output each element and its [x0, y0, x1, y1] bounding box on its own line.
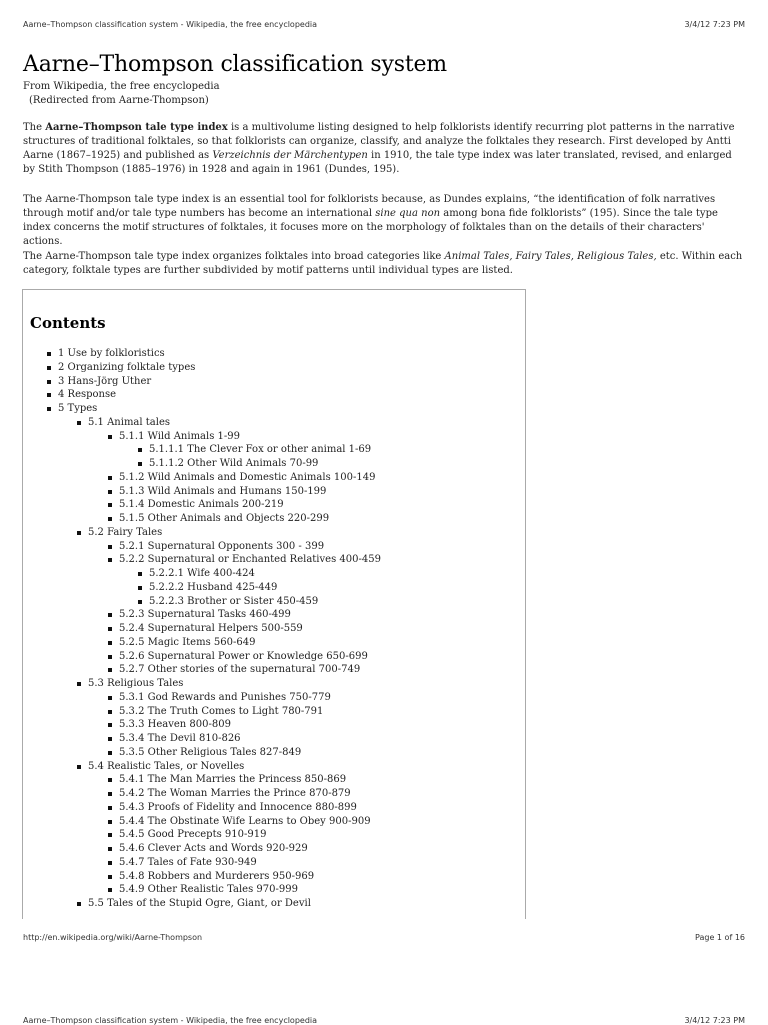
- italic-term: sine qua non: [375, 208, 441, 219]
- bullet-icon: [108, 558, 112, 562]
- toc-item-label: 5.3.3 Heaven 800-809: [119, 719, 231, 731]
- bullet-icon: [108, 668, 112, 672]
- print-footer: [23, 933, 745, 942]
- bullet-icon: [47, 352, 51, 356]
- redirect-note: (Redirected from Aarne-Thompson): [29, 95, 209, 106]
- toc-item-label: 5.1.1.1 The Clever Fox or other animal 1-69: [149, 444, 372, 456]
- bullet-icon: [108, 613, 112, 617]
- toc-item-label: 4 Response: [58, 389, 117, 401]
- bullet-icon: [108, 517, 112, 521]
- toc-item-label: 5.4.1 The Man Marries the Princess 850-869: [119, 774, 347, 786]
- bullet-icon: [108, 888, 112, 892]
- toc-item-label: 5.3 Religious Tales: [88, 678, 184, 689]
- toc-item-label: 5.4 Realistic Tales, or Novelles: [88, 760, 245, 772]
- toc-item-label: 5.2.3 Supernatural Tasks 460-499: [119, 609, 291, 621]
- bullet-icon: [47, 380, 51, 384]
- toc-item-label: 5.2.2.1 Wife 400-424: [149, 568, 255, 579]
- bullet-icon: [108, 875, 112, 879]
- bullet-icon: [77, 531, 81, 535]
- bullet-icon: [77, 902, 81, 906]
- italic-term: Animal Tales, Fairy Tales, Religious Tales,: [444, 251, 657, 262]
- bullet-icon: [108, 847, 112, 851]
- bullet-icon: [108, 792, 112, 796]
- text-run: The Aarne-Thompson tale type index organizes folktales into broad categories like: [23, 251, 445, 262]
- bullet-icon: [77, 765, 81, 769]
- toc-item-label: 5.2.7 Other stories of the supernatural 700-749: [119, 664, 361, 676]
- toc-item-label: 5.1.4 Domestic Animals 200-219: [119, 499, 284, 511]
- bullet-icon: [47, 407, 51, 411]
- bullet-icon: [108, 778, 112, 782]
- toc-item-label: 5.3.2 The Truth Comes to Light 780-791: [119, 705, 324, 717]
- toc-item-label: 5.1.2 Wild Animals and Domestic Animals 100-149: [119, 471, 376, 483]
- bullet-icon: [77, 421, 81, 425]
- toc-item-label: 5.2.5 Magic Items 560-649: [119, 636, 256, 648]
- bullet-icon: [77, 682, 81, 686]
- toc-item-label: 5.4.4 The Obstinate Wife Learns to Obey 900-909: [119, 815, 371, 827]
- toc-item-label: 1 Use by folkloristics: [58, 348, 165, 359]
- bullet-icon: [138, 448, 142, 452]
- from-wikipedia-tagline: From Wikipedia, the free encyclopedia: [23, 81, 220, 92]
- header-datetime: 3/4/12 7:23 PM: [684, 20, 745, 29]
- toc-item-label: 5.2 Fairy Tales: [88, 526, 163, 538]
- table-of-contents: [22, 289, 526, 919]
- text-run: among bona fide folklorists” (195). Since the tale type index concerns the motif structures of folktales, it focuses more on the morphology of folktales than on the details of their characters' actions.: [23, 208, 718, 247]
- toc-item-label: 5.4.3 Proofs of Fidelity and Innocence 880-899: [119, 801, 357, 813]
- text-run: etc. Within each category, folktale types are further subdivided by motif patterns until individual types are listed.: [23, 251, 743, 276]
- toc-item-label: 5.3.1 God Rewards and Punishes 750-779: [119, 691, 331, 703]
- toc-item-label: 5.4.7 Tales of Fate 930-949: [119, 856, 257, 868]
- toc-item-label: 5.1.1 Wild Animals 1-99: [119, 430, 240, 442]
- text-run: in 1910, the tale type index was later translated, revised, and enlarged by Stith Thompson (1885–1976) in 1928 and again in 1961 (Dundes, 195).: [23, 150, 732, 175]
- toc-item-label: 5.4.8 Robbers and Murderers 950-969: [119, 870, 315, 882]
- bullet-icon: [108, 503, 112, 507]
- bullet-icon: [108, 737, 112, 741]
- toc-item-label: 5 Types: [58, 403, 98, 414]
- bullet-icon: [108, 490, 112, 494]
- toc-item-label: 3 Hans-Jörg Uther: [58, 375, 152, 387]
- toc-item-label: 5.4.6 Clever Acts and Words 920-929: [119, 843, 308, 854]
- footer-page-number: Page 1 of 16: [695, 933, 745, 942]
- bullet-icon: [47, 366, 51, 370]
- toc-item-label: 5.1.3 Wild Animals and Humans 150-199: [119, 485, 327, 497]
- toc-item-label: 5.2.4 Supernatural Helpers 500-559: [119, 623, 303, 634]
- toc-item-label: 5.2.6 Supernatural Power or Knowledge 650-699: [119, 650, 368, 662]
- intro-paragraph: [23, 121, 747, 177]
- toc-title: Contents: [30, 314, 106, 332]
- bullet-icon: [108, 751, 112, 755]
- text-run: The Aarne-Thompson tale type index is an essential tool for folklorists because, as Dundes explains, “the identification of folk narratives through motif and/or tale type numbers has become an international: [23, 194, 716, 219]
- bullet-icon: [47, 393, 51, 397]
- second-paragraph: [23, 193, 747, 249]
- bullet-icon: [108, 806, 112, 810]
- bullet-icon: [138, 600, 142, 604]
- bullet-icon: [108, 861, 112, 865]
- toc-item-label: 5.4.9 Other Realistic Tales 970-999: [119, 884, 298, 896]
- toc-item-label: 5.2.2.2 Husband 425-449: [149, 581, 278, 593]
- bullet-icon: [108, 710, 112, 714]
- toc-item-label: 5.3.5 Other Religious Tales 827-849: [119, 746, 302, 758]
- footer-url: http://en.wikipedia.org/wiki/Aarne-Thompson: [23, 933, 203, 942]
- bullet-icon: [138, 462, 142, 466]
- toc-item-label: 5.2.2.3 Brother or Sister 450-459: [149, 595, 319, 607]
- bullet-icon: [108, 641, 112, 645]
- toc-item-label: 5.3.4 The Devil 810-826: [119, 733, 241, 744]
- toc-item-label: 5.1.5 Other Animals and Objects 220-299: [119, 513, 330, 524]
- toc-item-label: 5.2.1 Supernatural Opponents 300 - 399: [119, 540, 325, 552]
- italic-term: Verzeichnis der Märchentypen: [212, 150, 368, 161]
- text-run: The: [23, 122, 46, 133]
- bullet-icon: [108, 833, 112, 837]
- bullet-icon: [108, 655, 112, 659]
- bullet-icon: [108, 820, 112, 824]
- toc-item-label: 5.4.2 The Woman Marries the Prince 870-879: [119, 788, 351, 799]
- header-page-title: Aarne–Thompson classification system - Wikipedia, the free encyclopedia: [23, 20, 318, 29]
- toc-item-label: 5.4.5 Good Precepts 910-919: [119, 829, 267, 841]
- bold-term: Aarne–Thompson tale type index: [45, 122, 228, 133]
- toc-item-label: 5.1 Animal tales: [88, 416, 170, 428]
- bullet-icon: [108, 627, 112, 631]
- toc-item-label: 5.2.2 Supernatural or Enchanted Relatives 400-459: [119, 554, 381, 566]
- toc-item-label: 5.1.1.2 Other Wild Animals 70-99: [149, 458, 319, 469]
- next-header-datetime: 3/4/12 7:23 PM: [684, 1016, 745, 1025]
- bullet-icon: [108, 476, 112, 480]
- print-header: [23, 20, 745, 29]
- toc-item-label: 2 Organizing folktale types: [58, 361, 196, 373]
- bullet-icon: [108, 696, 112, 700]
- article-title: Aarne–Thompson classification system: [23, 52, 447, 77]
- text-run: is a multivolume listing designed to help folklorists identify recurring plot patterns in the narrative structures of traditional folktales, so that folklorists can organize, classify, and analyze the folktales they research. First developed by Antti Aarne (1867–1925) and published as: [23, 122, 735, 161]
- bullet-icon: [108, 545, 112, 549]
- bullet-icon: [108, 723, 112, 727]
- bullet-icon: [138, 572, 142, 576]
- third-paragraph: [23, 250, 747, 278]
- toc-item-label: 5.5 Tales of the Stupid Ogre, Giant, or Devil: [88, 898, 311, 909]
- next-header-page-title: Aarne–Thompson classification system - Wikipedia, the free encyclopedia: [23, 1016, 318, 1025]
- bullet-icon: [138, 586, 142, 590]
- bullet-icon: [108, 435, 112, 439]
